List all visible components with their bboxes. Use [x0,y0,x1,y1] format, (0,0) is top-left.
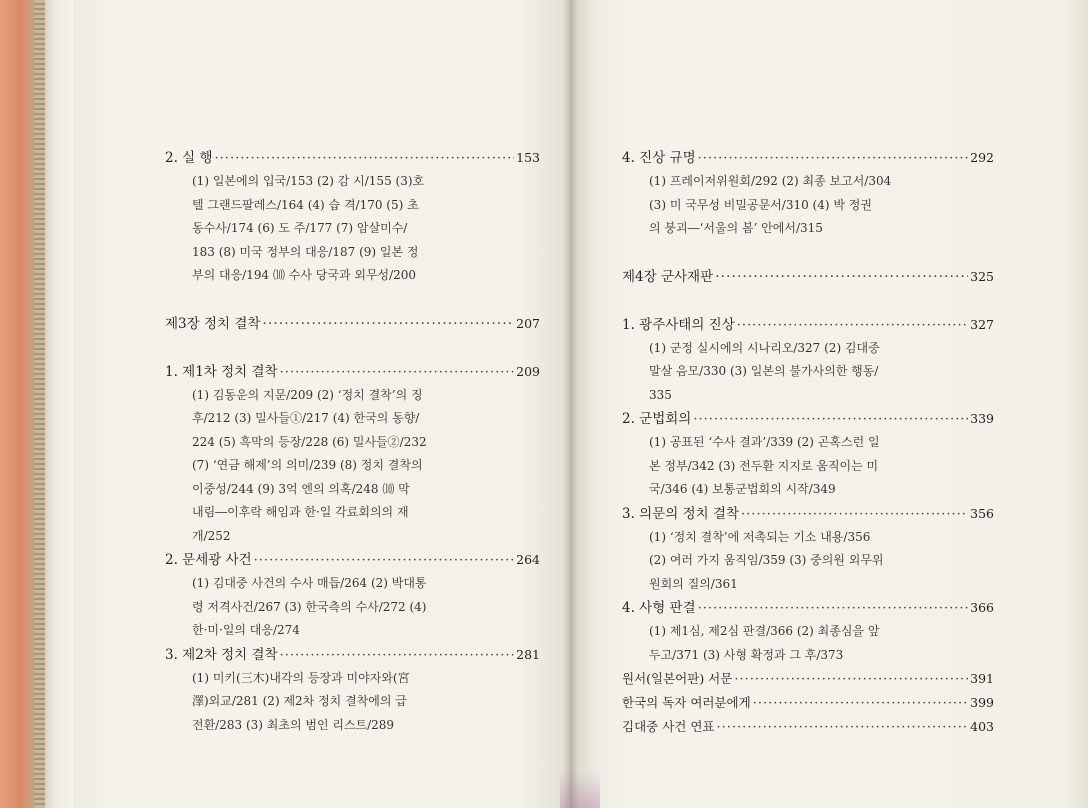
leader-dots [737,314,968,337]
toc-entry-appendix[interactable] [622,691,994,715]
toc-title: 김대중 사건 연표 [622,719,715,734]
toc-sub-line: (1) ‘정치 결착’에 저촉되는 기소 내용/356 [649,529,871,544]
toc-entry-appendix[interactable] [622,715,994,739]
toc-sub-line: (1) 군정 실시에의 시나리오/327 (2) 김대중 [649,340,880,355]
toc-entry-section[interactable] [165,360,540,384]
toc-sub-line: 두고/371 (3) 사형 확정과 그 후/373 [649,647,844,662]
toc-page-number: 391 [970,671,994,686]
toc-sub-line: (1) 제1심, 제2심 판결/366 (2) 최종심을 앞 [649,624,880,638]
toc-sub-line: (3) 미 국무성 비밀공문서/310 (4) 박 정권 [649,197,872,212]
page-edges [45,0,73,808]
leader-dots [734,668,968,691]
toc-sub-line: (1) 김대중 사건의 수사 매듭/264 (2) 박대통 [192,576,427,590]
toc-sub-line: (1) 일본에의 입국/153 (2) 감 시/155 (3)호 [192,174,425,188]
toc-subsections [165,384,540,549]
toc-page-number: 403 [970,719,994,734]
toc-subsections [165,667,540,738]
toc-sub-line: 이중성/244 (9) 3억 엔의 의혹/248 ⑽ 막 [192,481,410,496]
leader-dots [715,266,968,289]
toc-chapter-title: 제3장 정치 결착 [165,315,261,332]
toc-page-number: 292 [970,150,994,165]
toc-sub-line: (1) 프레이저위원회/292 (2) 최종 보고서/304 [649,174,892,188]
toc-sub-line: 한·미·일의 대응/274 [192,623,300,637]
leader-dots [698,597,969,620]
toc-sub-line: 후/212 (3) 밀사들①/217 (4) 한국의 동향/ [192,411,420,425]
toc-title: 2. 실 행 [165,150,213,166]
leader-dots [716,716,968,739]
toc-entry-section[interactable] [622,596,994,620]
toc-sub-line: (2) 여러 가지 움직임/359 (3) 중의원 외무위 [649,553,884,567]
toc-page-number: 153 [516,150,540,165]
leader-dots [741,503,968,526]
leader-dots [215,147,515,170]
toc-page-number: 327 [970,316,994,332]
book-gutter [562,0,578,808]
toc-entry-section[interactable] [622,146,994,170]
toc-sub-line: 동수사/174 (6) 도 주/177 (7) 암살미수/ [192,221,408,235]
toc-sub-line: 텔 그랜드팔레스/164 (4) 습 격/170 (5) 초 [192,197,419,212]
toc-subsections [622,431,994,502]
toc-title: 3. 의문의 정치 결착 [622,505,740,522]
toc-entry-section[interactable] [622,313,994,337]
toc-entry-section[interactable] [165,548,540,572]
toc-entry-chapter[interactable] [622,265,994,289]
toc-title: 4. 진상 규명 [622,150,696,166]
toc-title: 3. 제2차 정치 결착 [165,646,278,663]
toc-page-number: 399 [970,695,994,710]
toc-sub-line: (1) 미키(三木)내각의 등장과 미야자와(宮 [192,670,410,685]
toc-sub-line: 부의 대응/194 ⑽ 수사 당국과 외무성/200 [192,268,417,282]
toc-page-number: 209 [516,363,540,379]
toc-subsections [622,620,994,667]
toc-sub-line: 말살 음모/330 (3) 일본의 불가사의한 행동/ [649,364,879,378]
leader-dots [698,147,969,170]
toc-sub-line: 224 (5) 흑막의 등장/228 (6) 밀사들②/232 [192,434,427,449]
toc-page-number: 325 [970,268,994,284]
toc-subsections [622,337,994,408]
toc-subsections [622,526,994,597]
toc-sub-line: 澤)외교/281 (2) 제2차 정치 결착에의 급 [192,694,407,708]
toc-entry-section[interactable] [165,643,540,667]
toc-chapter-title: 제4장 군사재판 [622,268,714,285]
toc-sub-line: (1) 김동운의 지문/209 (2) ‘정치 결착’의 징 [192,387,423,402]
toc-sub-line: 원회의 질의/361 [649,576,738,591]
toc-sub-line: (1) 공표된 ‘수사 결과’/339 (2) 곤혹스런 일 [649,435,880,449]
leader-dots [280,644,515,667]
toc-sub-line: 내림―이후락 해임과 한·일 각료회의의 재 [192,505,409,519]
toc-sub-line: 본 정부/342 (3) 전두환 지지로 움직이는 미 [649,458,879,473]
toc-subsections [165,572,540,643]
toc-page-number: 281 [516,646,540,662]
toc-title: 4. 사형 판결 [622,600,696,616]
adjacent-book-spine [0,0,45,808]
toc-sub-line: 령 저격사건/267 (3) 한국측의 수사/272 (4) [192,599,427,614]
toc-subsections [165,170,540,288]
toc-title: 1. 제1차 정치 결착 [165,363,278,380]
toc-page-number: 264 [516,552,540,567]
right-toc-column [622,146,994,739]
toc-page-number: 356 [970,505,994,521]
leader-dots [753,692,968,715]
toc-sub-line: 개/252 [192,528,231,543]
toc-sub-line: 의 붕괴―‘서울의 봄’ 안에서/315 [649,221,823,235]
toc-title: 한국의 독자 여러분에게 [622,695,751,710]
toc-entry-chapter[interactable] [165,312,540,336]
toc-entry-section[interactable] [622,502,994,526]
toc-sub-line: 국/346 (4) 보통군법회의 시작/349 [649,482,836,496]
toc-entry-appendix[interactable] [622,667,994,691]
toc-sub-line: 전환/283 (3) 최초의 범인 리스트/289 [192,717,395,732]
leader-dots [693,408,968,431]
toc-title: 원서(일본어판) 서문 [622,671,733,686]
toc-sub-line: 183 (8) 미국 정부의 대응/187 (9) 일본 정 [192,244,419,259]
leader-dots [262,313,514,336]
toc-entry-section[interactable] [622,407,994,431]
toc-title: 1. 광주사태의 진상 [622,316,735,333]
toc-subsections [622,170,994,241]
leader-dots [254,549,514,572]
toc-sub-line: 335 [649,387,672,402]
toc-entry-section[interactable] [165,146,540,170]
leader-dots [280,361,515,384]
toc-page-number: 366 [970,600,994,615]
left-toc-column [165,146,540,737]
toc-page-number: 339 [970,411,994,426]
toc-page-number: 207 [516,315,540,331]
toc-sub-line: (7) ‘연금 해제’의 의미/239 (8) 정치 결착의 [192,458,423,472]
toc-title: 2. 군법회의 [622,411,692,427]
toc-title: 2. 문세광 사건 [165,552,252,568]
